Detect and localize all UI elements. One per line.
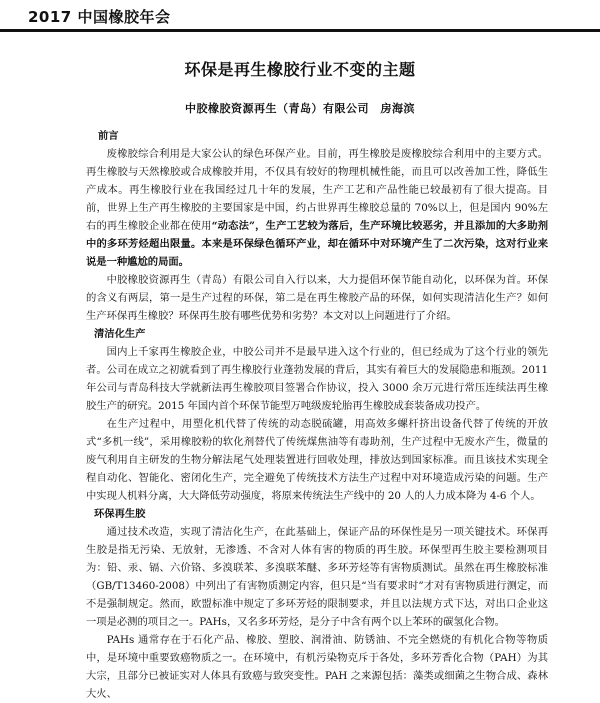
section-heading-clean-production: 清洁化生产 bbox=[94, 328, 146, 340]
paragraph-bold-text: “动态法”，生产工艺较为落后，生产环境比较恶劣，并且添加的大多助剂中的多环芳烃超出限量。本来是环保绿色循环产业，却在循环中对环境产生了二次污染，这对行业来说是一种尴尬的局面。 bbox=[86, 220, 548, 268]
section-heading-preface: 前言 bbox=[98, 130, 119, 142]
paragraph: 在生产过程中，用塑化机代替了传统的动态脱硫罐，用高效多螺杆挤出设备代替了传统的开放式“多机一线”，采用橡胶粉的软化剂替代了传统煤焦油等有毒助剂，生产过程中无废水产生，微量的废气利用自主研发的生物分解法尾气处理装置进行回收处理，排放达到国家标准。而且该技术实现全程自动化、智能化、密闭化生产，完全避免了传统技术方法生产过程中对环境造成污染的问题。生产中实现人机料分离，大大降低劳动强度，将原来传统法生产线中的 20 人的人力成本降为 4-6 个人。 bbox=[86, 418, 548, 502]
paragraph bbox=[86, 145, 548, 271]
paragraph: 中胶橡胶资源再生（青岛）有限公司自入行以来，大力提倡环保节能自动化，以环保为首。环保的含义有两层，第一是生产过程的环保，第二是在再生橡胶产品的环保，如何实现清洁化生产？如何生产环保再生橡胶？环保再生胶有哪些优势和劣势？本文对以上问题进行了介绍。 bbox=[86, 274, 548, 322]
paragraph: PAHs 通常存在于石化产品、橡胶、塑胶、润滑油、防锈油、不完全燃烧的有机化合物等物质中，是环境中重要致癌物质之一。在环境中，有机污染物克斥于各处，多环芳香化合物（PAH）为其大宗，且部分已被证实对人体具有致癌与致突变性。PAH 之来源包括：藻类或细菌之生物合成、森林大火、 bbox=[86, 634, 548, 700]
running-head: 2017 中国橡胶年会 bbox=[28, 8, 171, 26]
article-body bbox=[86, 127, 548, 703]
paragraph-text: 废橡胶综合利用是大家公认的绿色环保产业。目前，再生橡胶是废橡胶综合利用中的主要方式。再生橡胶与天然橡胶或合成橡胶并用，不仅具有较好的物理机械性能，而且可以改善加工性，降低生产成本。再生橡胶行业在我国经过几十年的发展，生产工艺和产品性能已较最初有了很大提高。目前，世界上生产再生橡胶的主要国家是中国，约占世界再生橡胶总量的 70%以上，但是国内 90%左右的再生橡胶企业都在使用 bbox=[86, 148, 548, 232]
paragraph: 国内上千家再生橡胶企业，中胶公司并不是最早进入这个行业的，但已经成为了这个行业的领先者。公司在成立之初就看到了再生橡胶行业蓬勃发展的背后，其实有着巨大的发展隐患和瓶颈。2011年公司与青岛科技大学就新法再生橡胶项目签署合作协议，投入 3000 余万元进行常压连续法再生橡胶生产的研究。2015 年国内首个环保节能型万吨级废轮胎再生橡胶成套装备成功投产。 bbox=[86, 346, 548, 412]
section-heading-eco-rubber: 环保再生胶 bbox=[94, 508, 146, 520]
article-title: 环保是再生橡胶行业不变的主题 bbox=[184, 60, 416, 79]
paragraph: 通过技术改造，实现了清洁化生产，在此基础上，保证产品的环保性是另一项关键技术。环保再生胶是指无污染、无放射，无渗透、不含对人体有害的物质的再生胶。环保型再生胶主要检测项目为：铅、汞、镉、六价铬、多溴联苯、多溴联苯醚、多环芳烃等有害物质测试。虽然在再生橡胶标准（GB/T13460-2008）中列出了有害物质测定内容，但只是“当有要求时”才对有害物质进行测定，而不是强制规定。然而，欧盟标准中规定了多环芳烃的限制要求，并且以法规方式下达，对出口企业这一项是必测的项目之一。PAHs，又名多环芳烃，是分子中含有两个以上苯环的碳氢化合物。 bbox=[86, 526, 548, 628]
header-rule bbox=[0, 29, 600, 32]
article-byline: 中胶橡胶资源再生（青岛）有限公司 房海滨 bbox=[185, 102, 415, 115]
